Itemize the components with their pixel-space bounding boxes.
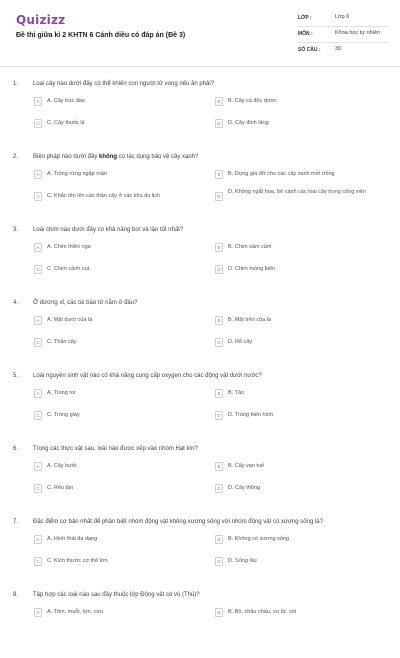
option-letter-box: D	[215, 338, 223, 347]
question-4	[0, 293, 400, 366]
question-number: 3.	[13, 227, 19, 233]
option-letter-box: B	[215, 170, 223, 179]
meta-grade-value: Lớp 6	[335, 14, 350, 20]
question-text-before: Biện pháp nào dưới đây	[33, 154, 99, 160]
option-text: D. Cây đinh lăng	[228, 120, 269, 126]
question-5	[0, 366, 400, 439]
document-header	[0, 0, 400, 68]
option-text: A. Mặt dưới của lá	[47, 317, 93, 323]
option-c[interactable]	[34, 191, 184, 203]
option-text: D. Cây thông	[228, 485, 261, 491]
option-letter-box: D	[215, 557, 223, 566]
question-text: Loại cây nào dưới đây có thể khiến con người tử vong nếu ăn phải?	[33, 81, 215, 87]
option-d[interactable]	[215, 556, 385, 568]
question-2	[0, 147, 400, 220]
option-a[interactable]	[34, 607, 184, 619]
header-divider	[0, 66, 400, 67]
quizizz-logo: Quizizz	[16, 13, 66, 27]
option-text: C. Trùng giày	[47, 412, 80, 418]
option-a[interactable]	[34, 242, 184, 254]
question-text: Loài nguyên sinh vật nào có khả năng cung cấp oxygen cho các động vật dưới nước?	[33, 373, 262, 379]
option-letter-box: A	[34, 535, 42, 544]
question-text: Trong các thực vật sau, loài nào được xếp vào nhóm Hạt kín?	[33, 446, 198, 452]
option-letter-box: C	[34, 192, 42, 201]
option-letter-box: A	[34, 170, 42, 179]
option-text: A. Chim thiên nga	[47, 244, 91, 250]
option-c[interactable]	[34, 483, 184, 495]
question-7	[0, 512, 400, 585]
question-text: Đặc điểm cơ bản nhất để phân biệt nhóm động vật không xương sống với nhóm động vật có xương sống là?	[33, 519, 323, 525]
meta-grade-row	[298, 11, 388, 27]
document-title: Đề thi giữa kì 2 KHTN 6 Cánh diều có đáp án (Đề 3)	[16, 32, 186, 39]
option-letter-box: A	[34, 608, 42, 617]
option-letter-box: B	[215, 316, 223, 325]
meta-subject-value: Khoa học tự nhiên	[335, 30, 380, 36]
option-text: C. Chim cánh cụt	[47, 266, 90, 272]
question-text: Tập hợp các loài nào sau đây thuộc lớp Động vật có vú (Thú)?	[33, 592, 200, 598]
option-letter-box: D	[215, 192, 223, 201]
meta-grade-label: LỚP :	[298, 15, 312, 21]
question-1	[0, 74, 400, 147]
question-6	[0, 439, 400, 512]
question-8	[0, 585, 400, 658]
option-letter-box: A	[34, 389, 42, 398]
option-c[interactable]	[34, 118, 184, 130]
question-number: 7.	[13, 519, 19, 525]
option-text: B. Bò, châu chấu, sư tử, voi	[228, 609, 297, 615]
question-text-after: có tác dụng bảo vệ cây xanh?	[117, 154, 199, 160]
option-text: A. Trùng roi	[47, 390, 76, 396]
meta-count-row	[298, 43, 388, 59]
option-a[interactable]	[34, 461, 184, 473]
option-text: C. Khắc tên lên các thân cây ở các khu du lịch	[47, 193, 161, 199]
option-d[interactable]	[215, 118, 385, 130]
option-letter-box: D	[215, 484, 223, 493]
option-letter-box: B	[215, 243, 223, 252]
option-text: A. Trồng rừng ngập mặn	[47, 171, 107, 177]
option-c[interactable]	[34, 556, 184, 568]
option-text: A. Cây bưởi	[47, 463, 77, 469]
question-list	[0, 74, 400, 658]
option-text: B. Cây vạn tuế	[228, 463, 265, 469]
question-text: Loài chim nào dưới đây có khả năng bơi và lặn tốt nhất?	[33, 227, 184, 233]
question-text-emphasis: không	[99, 154, 117, 160]
option-text: C. Cây thuốc lá	[47, 120, 85, 126]
option-b[interactable]	[215, 534, 385, 546]
option-a[interactable]	[34, 96, 184, 108]
option-b[interactable]	[215, 388, 385, 400]
meta-count-label: SỐ CÂU :	[298, 47, 321, 53]
option-text: C. Kích thước cơ thể lớn	[47, 558, 108, 564]
option-text: D. Sống lâu	[228, 558, 257, 564]
option-b[interactable]	[215, 315, 385, 327]
question-number: 1.	[13, 81, 19, 87]
question-number: 2.	[13, 154, 19, 160]
meta-subject-row	[298, 27, 388, 43]
document-meta	[298, 11, 388, 59]
option-letter-box: A	[34, 462, 42, 471]
option-b[interactable]	[215, 169, 385, 181]
option-letter-box: B	[215, 389, 223, 398]
option-letter-box: B	[215, 535, 223, 544]
option-text: D. Rễ cây	[228, 339, 253, 345]
option-text: A. Hình thái đa dạng	[47, 536, 98, 542]
option-text: D. Không ngắt hoa, bẻ cành các loài cây trong công viên	[228, 189, 366, 195]
option-d[interactable]	[215, 191, 385, 203]
option-b[interactable]	[215, 607, 385, 619]
option-letter-box: B	[215, 97, 223, 106]
option-letter-box: B	[215, 462, 223, 471]
option-text: B. Tảo	[228, 390, 245, 396]
option-text: B. Mặt trên của lá	[228, 317, 272, 323]
option-text: D. Chim mòng biển	[228, 266, 276, 272]
question-text: Ở dương xỉ, các túi bào tử nằm ở đâu?	[33, 300, 138, 306]
question-number: 4.	[13, 300, 19, 306]
meta-subject-label: MÔN :	[298, 31, 313, 37]
option-letter-box: A	[34, 316, 42, 325]
option-letter-box: C	[34, 557, 42, 566]
option-a[interactable]	[34, 388, 184, 400]
question-number: 6.	[13, 446, 19, 452]
option-letter-box: C	[34, 338, 42, 347]
option-letter-box: C	[34, 119, 42, 128]
option-text: A. Tôm, muỗi, lợn, cừu	[47, 609, 104, 615]
question-number: 5.	[13, 373, 19, 379]
question-3	[0, 220, 400, 293]
option-letter-box: D	[215, 411, 223, 420]
option-letter-box: D	[215, 119, 223, 128]
option-text: B. Dựng giá đỡ cho các cây xanh mới trồng	[228, 171, 335, 177]
meta-count-value: 30	[335, 46, 342, 52]
option-text: B. Cây cà độc dược	[228, 98, 277, 104]
option-a[interactable]	[34, 534, 184, 546]
option-letter-box: A	[34, 243, 42, 252]
option-text: A. Cây trúc đào	[47, 98, 85, 104]
option-c[interactable]	[34, 337, 184, 349]
option-a[interactable]	[34, 169, 184, 181]
option-letter-box: C	[34, 411, 42, 420]
option-c[interactable]	[34, 410, 184, 422]
option-text: C. Thân cây	[47, 339, 77, 345]
option-c[interactable]	[34, 264, 184, 276]
option-letter-box: D	[215, 265, 223, 274]
option-b[interactable]	[215, 96, 385, 108]
option-d[interactable]	[215, 483, 385, 495]
option-b[interactable]	[215, 461, 385, 473]
option-letter-box: A	[34, 97, 42, 106]
question-text	[33, 154, 383, 160]
option-text: D. Trùng biến hình	[228, 412, 274, 418]
option-d[interactable]	[215, 410, 385, 422]
option-a[interactable]	[34, 315, 184, 327]
question-number: 8.	[13, 592, 19, 598]
option-letter-box: C	[34, 484, 42, 493]
option-letter-box: C	[34, 265, 42, 274]
option-text: B. Chim sâm cầm	[228, 244, 272, 250]
option-d[interactable]	[215, 264, 385, 276]
option-text: B. Không có xương sống	[228, 536, 290, 542]
option-letter-box: B	[215, 608, 223, 617]
option-text: C. Rêu tản	[47, 485, 74, 491]
option-b[interactable]	[215, 242, 385, 254]
option-d[interactable]	[215, 337, 385, 349]
